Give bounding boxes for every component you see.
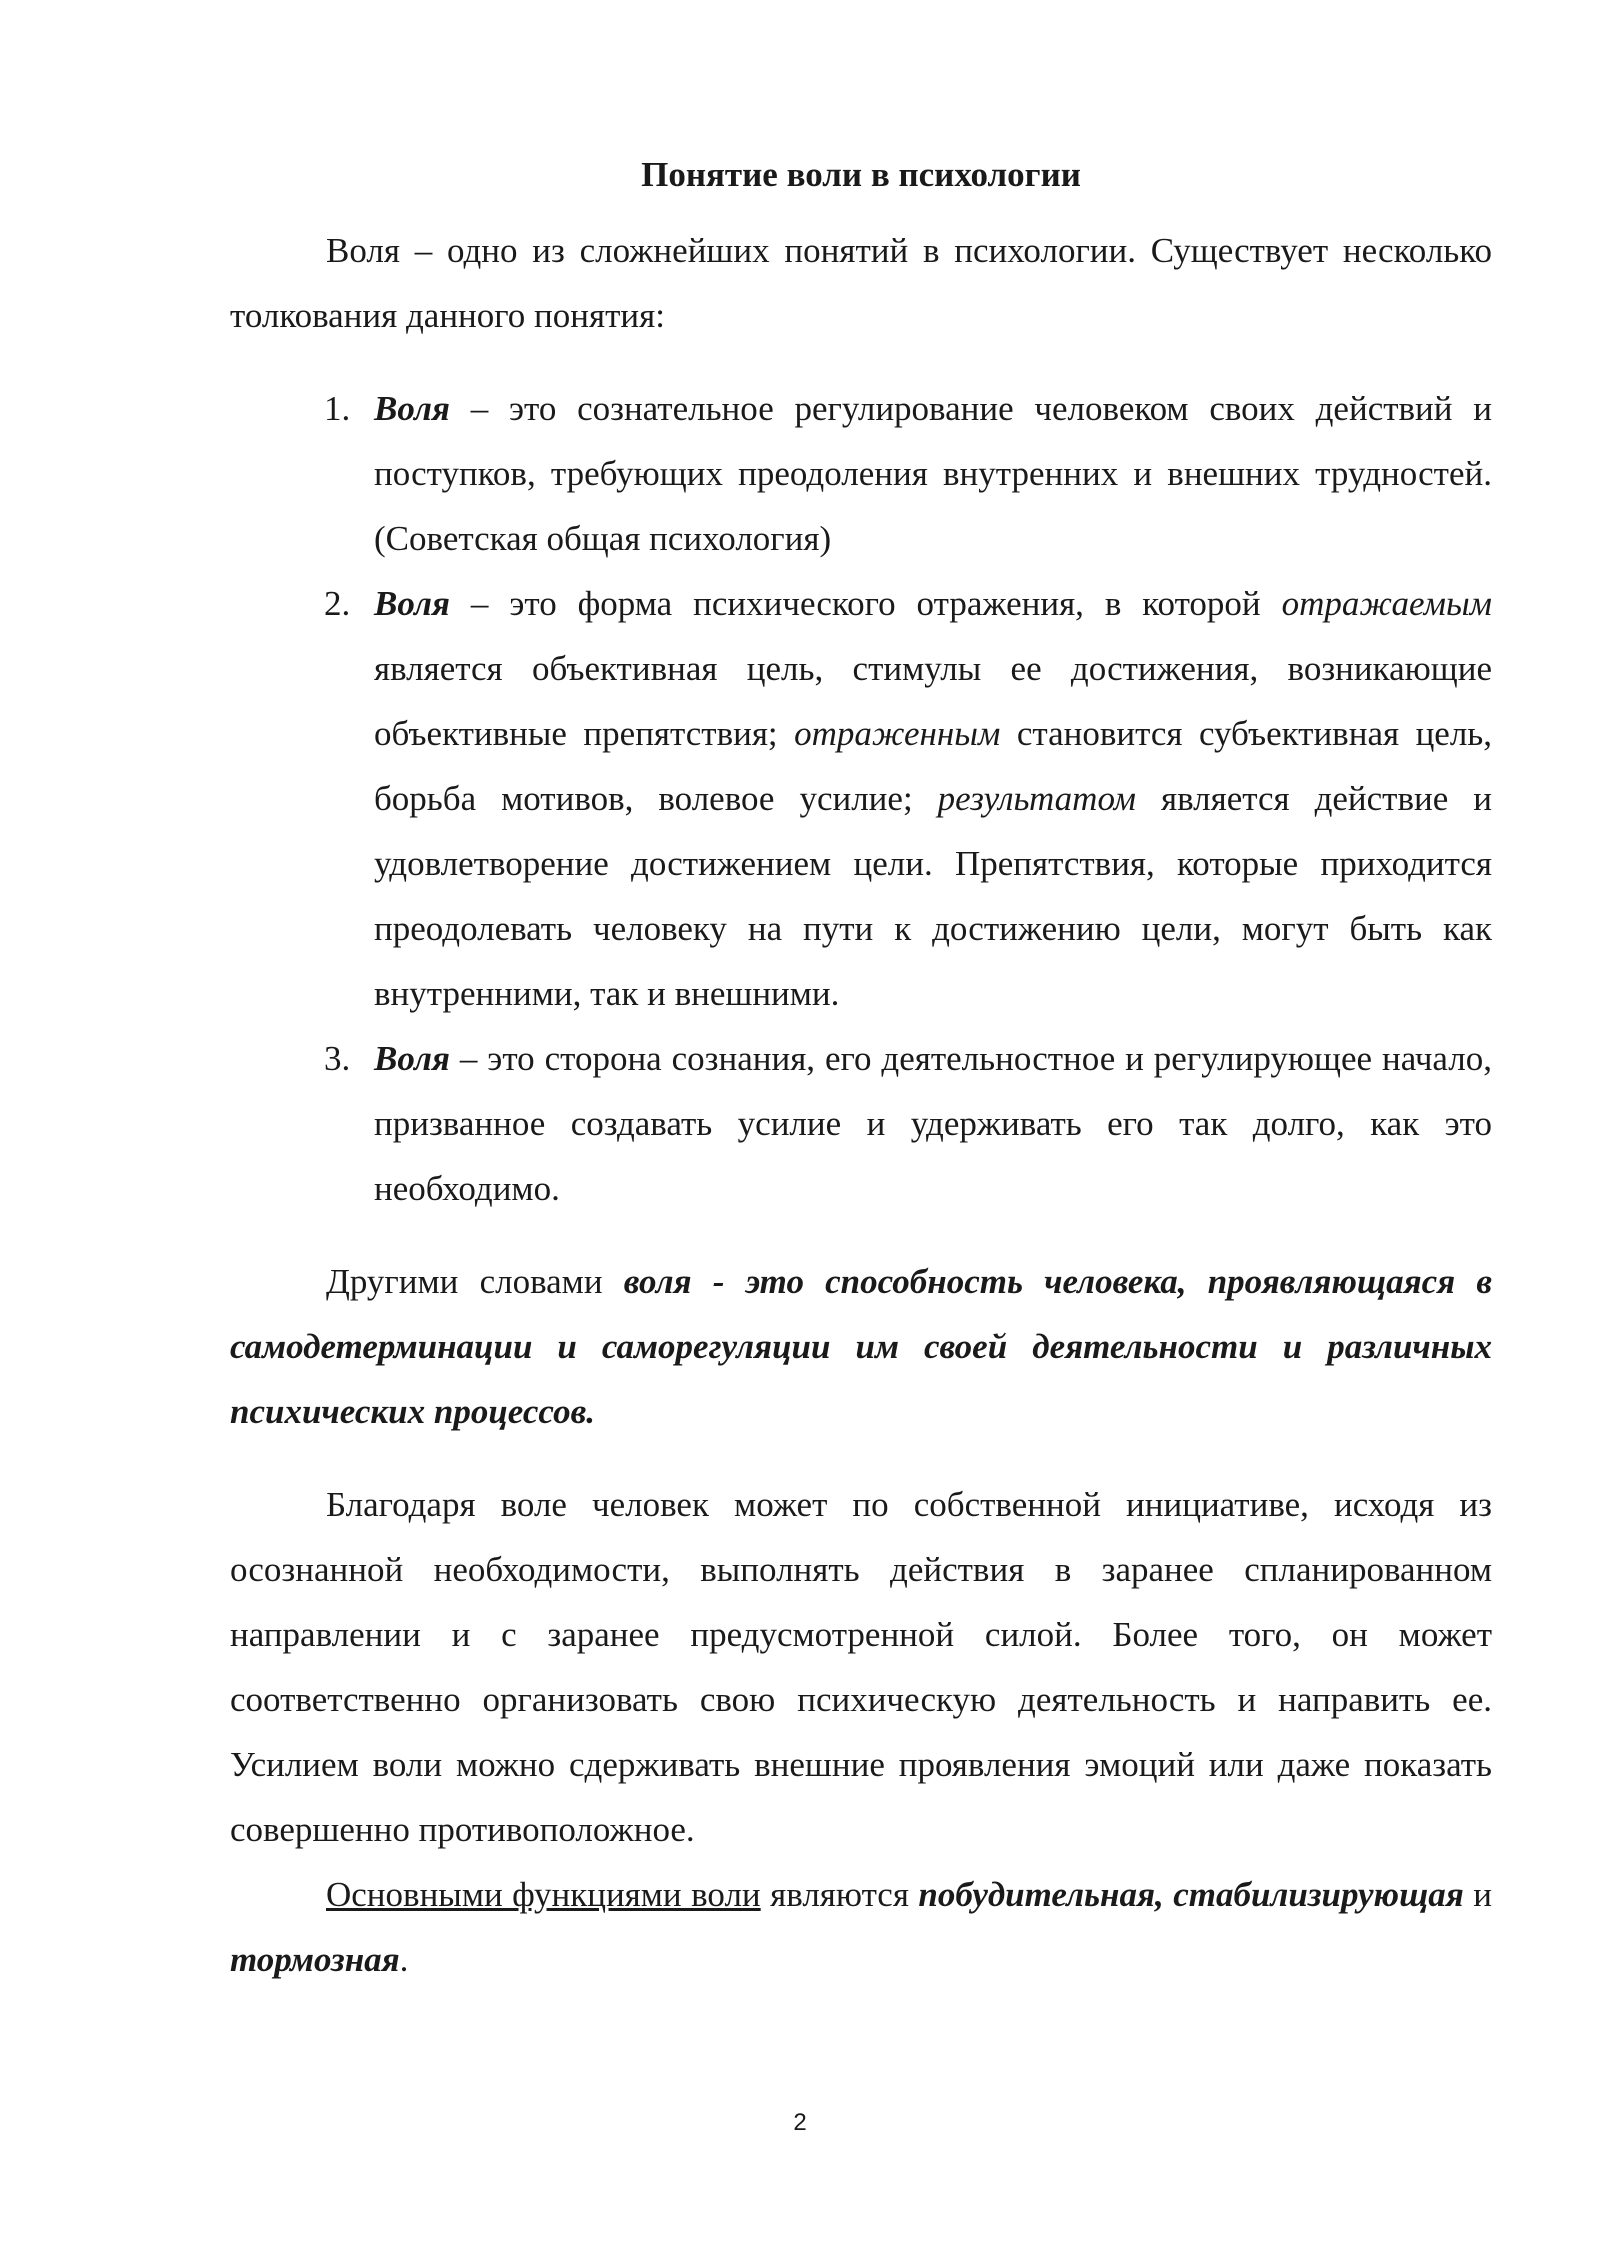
definition-term: Воля <box>374 584 450 623</box>
definition-item-3 <box>324 1026 1492 1221</box>
definition-term: Воля <box>374 1039 450 1078</box>
function-term: тормозная <box>230 1940 400 1979</box>
emphasis-word: результатом <box>937 779 1136 818</box>
functions-text <box>1164 1875 1173 1914</box>
definition-text: – это сознательное регулирование человеком своих действий и поступков, требующих преодоления внутренних и внешних трудностей. (Советская общая психология) <box>374 389 1492 558</box>
definition-text: становится субъективная цель, борьба мотивов, волевое усилие; <box>374 714 1493 818</box>
functions-text: и <box>1463 1875 1492 1914</box>
functions-text: являются <box>760 1875 919 1914</box>
definition-term: Воля <box>374 389 450 428</box>
page-title: Понятие воли в психологии <box>641 155 1081 194</box>
definitions-list <box>230 376 1492 1221</box>
list-number: 2. <box>324 584 351 623</box>
emphasis-word: отражаемым <box>1281 584 1492 623</box>
page-number: 2 <box>793 2109 807 2136</box>
summary-lead: Другими словами <box>326 1262 624 1301</box>
function-term: стабилизирующая <box>1173 1875 1464 1914</box>
definition-text: – это сторона сознания, его деятельностное и регулирующее начало, призванное создавать усилие и удерживать его так долго, как это необходимо. <box>374 1039 1492 1208</box>
definition-text: является объективная цель, стимулы ее достижения, возникающие объективные препятствия; <box>374 649 1492 753</box>
definition-item-1 <box>324 376 1492 571</box>
summary-definition: воля - это способность человека, проявляющаяся в самодетерминации и саморегуляции им своей деятельности и различных психических процессов. <box>230 1262 1492 1431</box>
page-content <box>230 150 1492 1992</box>
functions-paragraph <box>230 1862 1492 1992</box>
intro-paragraph: Воля – одно из сложнейших понятий в психологии. Существует несколько толкования данного понятия: <box>230 231 1492 335</box>
definition-text: является действие и удовлетворение достижением цели. Препятствия, которые приходится преодолевать человеку на пути к достижению цели, могут быть как внутренними, так и внешними. <box>374 779 1492 1013</box>
functions-text: . <box>399 1940 409 1979</box>
definition-item-2 <box>324 571 1493 1026</box>
list-number: 3. <box>324 1039 351 1078</box>
definition-text: – это форма психического отражения, в которой <box>449 584 1282 623</box>
body-paragraph: Благодаря воле человек может по собственной инициативе, исходя из осознанной необходимости, выполнять действия в заранее спланированном направлении и с заранее предусмотренной силой. Более того, он может соответственно организовать свою психическую деятельность и направить ее. Усилием воли можно сдерживать внешние проявления эмоций или даже показать совершенно противоположное. <box>230 1485 1492 1849</box>
list-number: 1. <box>324 389 351 428</box>
function-term: побудительная, <box>918 1875 1164 1914</box>
functions-underlined: Основными функциями воли <box>326 1875 761 1914</box>
emphasis-word: отраженным <box>794 714 1001 753</box>
summary-paragraph <box>230 1249 1492 1444</box>
